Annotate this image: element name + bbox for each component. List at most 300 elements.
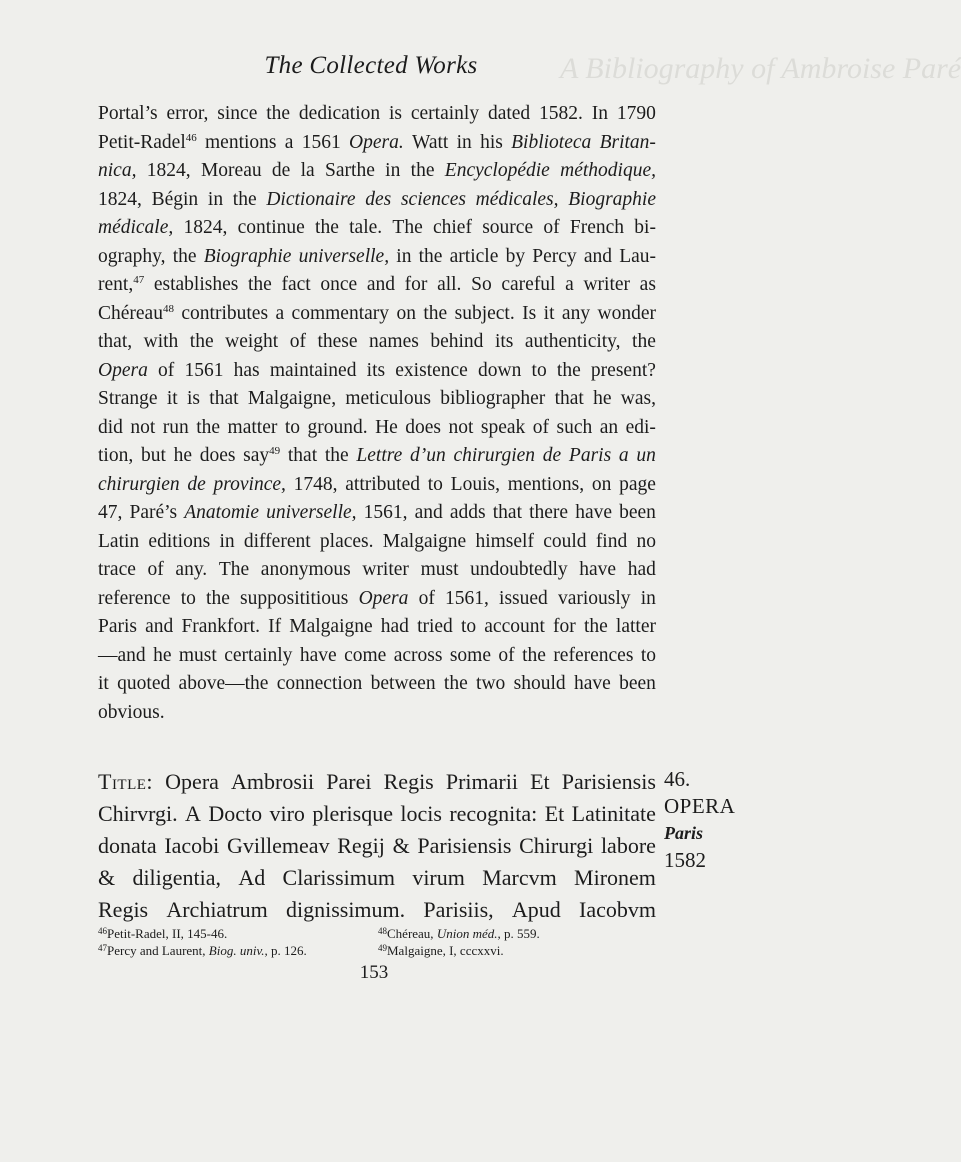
word: it	[98, 673, 109, 694]
word: 1824,	[98, 188, 142, 210]
word: Et	[530, 769, 550, 794]
word: been	[619, 502, 656, 523]
word: have	[579, 559, 617, 580]
word: Ambrosii	[231, 769, 315, 794]
word: bi-	[634, 217, 656, 238]
word: on	[396, 302, 416, 324]
word: Frankfort.	[181, 616, 260, 637]
word: wonder	[597, 302, 656, 324]
word: must	[178, 644, 217, 666]
running-head: The Collected Works	[264, 52, 478, 79]
word: since	[217, 103, 258, 124]
body-line	[98, 499, 656, 528]
word: by	[505, 245, 526, 267]
word: for	[404, 274, 428, 295]
word: is	[186, 388, 200, 409]
word: Et	[544, 801, 565, 826]
word: 1561	[184, 359, 224, 381]
word: variously	[557, 587, 631, 609]
body-line	[98, 414, 656, 443]
word: existence	[395, 359, 468, 381]
word: he	[593, 388, 612, 409]
word: Iacobi	[164, 833, 220, 858]
word: not	[130, 416, 156, 438]
body-line	[98, 585, 656, 614]
word: the	[556, 359, 581, 381]
word: writer	[583, 274, 631, 295]
word: some	[449, 644, 492, 666]
word: any	[561, 302, 591, 324]
word: Ad	[238, 865, 266, 890]
body-line	[98, 613, 656, 642]
word: the	[196, 416, 221, 438]
word: contributes	[181, 302, 269, 324]
word: Parisiensis	[417, 833, 512, 858]
word: matter	[227, 416, 278, 438]
word: its	[494, 331, 514, 352]
word: &	[98, 865, 116, 890]
word: locis	[400, 801, 442, 826]
word: Iacobvm	[579, 897, 656, 922]
word: the	[248, 274, 272, 295]
word: in	[456, 131, 472, 153]
word: The	[392, 217, 423, 238]
word: any.	[175, 559, 208, 580]
body-line	[98, 271, 656, 300]
word: Lettre	[356, 445, 403, 466]
word: des	[365, 188, 392, 210]
word: the	[632, 331, 656, 352]
word: for	[553, 616, 576, 637]
word: He	[375, 416, 398, 438]
word: The	[218, 559, 250, 580]
word: sciences	[400, 188, 466, 210]
footnote-ref: 46	[185, 131, 197, 144]
word: 1824,	[146, 160, 191, 181]
word: his	[480, 131, 503, 153]
footnote: $^{47}$Percy and Laurent, Biog. univ., p. 126.	[98, 943, 307, 958]
footnote-row	[98, 942, 658, 959]
word: certainly	[224, 644, 293, 666]
word: with	[143, 331, 179, 352]
word: 1561	[301, 131, 341, 153]
word: dated	[487, 103, 531, 124]
word: a	[284, 131, 294, 153]
word: Malgaigne	[289, 616, 373, 637]
word: issued	[499, 587, 548, 609]
word: the	[522, 644, 546, 666]
word: Britan-	[599, 131, 656, 153]
word: Regis	[383, 769, 434, 794]
word: of	[418, 587, 435, 609]
word: Primarii	[445, 769, 518, 794]
footnote-ref: 49	[269, 445, 281, 457]
word: and	[145, 616, 174, 637]
word: Portal’s	[98, 103, 158, 124]
word: Dictionaire	[266, 188, 356, 210]
word: an	[599, 416, 619, 438]
word: Petit-Radel$^{46}$	[98, 131, 197, 153]
word: run	[162, 416, 189, 438]
word: had	[627, 559, 656, 580]
word: Malgaigne,	[247, 388, 337, 409]
word: that	[287, 445, 318, 466]
word: tale.	[349, 217, 383, 238]
word: a	[618, 445, 629, 466]
word: to	[460, 616, 477, 637]
word: careful	[501, 274, 556, 295]
word: Chirvrgi.	[98, 801, 178, 826]
word: error,	[166, 103, 209, 124]
word: Paris	[98, 616, 137, 637]
word: and	[414, 502, 443, 523]
word: have	[299, 644, 337, 666]
word: Opera.	[349, 131, 404, 153]
footnote: $^{46}$Petit-Radel, II, 145-46.	[98, 926, 228, 941]
word: not	[448, 416, 474, 438]
margin-note	[664, 766, 754, 874]
word: nica,	[98, 160, 137, 181]
word: of	[158, 359, 175, 381]
footnote-ref: 47	[133, 274, 145, 286]
footnote-ref: 48	[162, 302, 174, 315]
word: certainly	[410, 103, 480, 124]
word: to	[531, 359, 547, 381]
word: the	[189, 331, 214, 352]
word: ground.	[307, 416, 368, 438]
word: it	[166, 388, 178, 409]
word: province,	[213, 473, 286, 495]
word: the	[206, 587, 230, 609]
word: the	[315, 217, 339, 238]
word: Strange	[98, 388, 158, 409]
entry-place: Paris	[664, 823, 704, 843]
word: commentary	[291, 302, 390, 324]
title-line	[98, 798, 656, 830]
word: Opera	[358, 587, 409, 609]
footnote: $^{48}$Chéreau, Union méd., p. 559.	[378, 926, 540, 941]
word: page	[619, 473, 656, 495]
word: of	[289, 331, 306, 352]
body-line	[98, 556, 656, 585]
body-line	[98, 357, 656, 386]
word: Moreau	[200, 160, 262, 181]
word: that	[492, 502, 522, 523]
word: dedication	[298, 103, 381, 124]
word: say$^{49}$	[243, 445, 281, 466]
word: viro	[269, 801, 305, 826]
word: A	[185, 801, 201, 826]
word: of	[543, 217, 560, 238]
word: &	[392, 833, 410, 858]
word: could	[543, 530, 587, 552]
word: plerisque	[312, 801, 393, 826]
word: quoted	[117, 673, 171, 694]
footnote: $^{49}$Malgaigne, I, cccxxvi.	[378, 943, 504, 958]
word: once	[320, 274, 358, 295]
body-line	[98, 471, 656, 500]
word: different	[243, 530, 311, 552]
word: the	[423, 302, 448, 324]
word: mentions	[205, 131, 277, 153]
word: Opera	[165, 769, 219, 794]
title-line	[98, 862, 656, 894]
word: obvious.	[98, 701, 165, 723]
body-line	[98, 385, 656, 414]
word: médicales,	[475, 188, 559, 210]
word: two	[476, 673, 506, 694]
word: Regij	[337, 833, 385, 858]
body-line	[98, 157, 656, 186]
page-number: 153	[359, 962, 389, 983]
word: 47,	[98, 502, 123, 523]
word: Chéreau$^{48}$	[98, 302, 174, 324]
word: French	[569, 217, 625, 238]
word: labore	[600, 833, 656, 858]
word: been	[619, 673, 656, 694]
word: virum	[412, 865, 465, 890]
word: mentions,	[507, 473, 585, 495]
word: adds	[449, 502, 486, 523]
word: trace	[98, 559, 136, 580]
footnote-row	[98, 925, 658, 942]
word: the	[232, 188, 257, 210]
word: is	[389, 103, 403, 124]
word: In	[591, 103, 609, 124]
word: Apud	[511, 897, 561, 922]
word: all.	[437, 274, 462, 295]
word: Docto	[208, 801, 263, 826]
word: undoubtedly	[470, 559, 568, 580]
word: on	[591, 473, 612, 495]
body-line	[98, 100, 656, 129]
word: Biographie	[568, 188, 656, 210]
body-line	[98, 129, 656, 158]
word: of	[147, 559, 164, 580]
body-line	[98, 243, 656, 272]
body-line	[98, 528, 656, 557]
word: he	[173, 445, 192, 466]
word: Mironem	[574, 865, 656, 890]
word: such	[556, 416, 593, 438]
word: come	[344, 644, 387, 666]
word: donata	[98, 833, 157, 858]
bleed-through-text: A Bibliography of Ambroise Paré	[560, 52, 961, 85]
word: bibliographer	[440, 388, 546, 409]
word: Paré’s	[129, 502, 178, 523]
word: present?	[590, 359, 656, 381]
word: the	[418, 245, 443, 267]
title-line	[98, 766, 656, 798]
word: in	[396, 245, 412, 267]
word: have	[573, 673, 611, 694]
word: that	[209, 388, 239, 409]
word: de	[187, 473, 206, 495]
word: of	[532, 416, 550, 438]
word: must	[420, 559, 459, 580]
word: d’un	[409, 445, 446, 466]
word: connection	[276, 673, 363, 694]
word: 1748,	[293, 473, 338, 495]
body-line	[98, 328, 656, 357]
entry-number: 46.	[664, 767, 691, 791]
word: médicale,	[98, 217, 174, 238]
word: If	[268, 616, 282, 637]
word: supposititious	[240, 587, 349, 609]
word: should	[513, 673, 566, 694]
word: does	[199, 445, 236, 466]
word: latter	[615, 616, 656, 637]
body-paragraph	[98, 100, 656, 727]
word: a	[275, 302, 285, 324]
body-line	[98, 699, 656, 728]
word: 1582.	[539, 103, 583, 124]
entry-title: OPERA	[664, 794, 736, 818]
word: writer	[362, 559, 409, 580]
word: diligentia,	[132, 865, 222, 890]
word: the	[410, 160, 435, 181]
body-line	[98, 300, 656, 329]
title-line	[98, 894, 656, 926]
word: in	[640, 587, 656, 609]
word: that	[554, 388, 584, 409]
word: chirurgien	[453, 445, 536, 466]
word: authenticity,	[524, 331, 621, 352]
word: a	[565, 274, 574, 295]
word: So	[471, 274, 492, 295]
word: continue	[237, 217, 305, 238]
word: between	[370, 673, 436, 694]
word: Anatomie	[184, 502, 259, 523]
word: to	[640, 644, 656, 666]
word: behind	[430, 331, 484, 352]
word: to	[284, 416, 300, 438]
word: it	[543, 302, 555, 324]
word: he	[153, 644, 172, 666]
word: had	[380, 616, 409, 637]
word: article	[449, 245, 499, 267]
word: universelle,	[298, 245, 390, 267]
word: himself	[475, 530, 534, 552]
word: Opera	[98, 359, 148, 381]
word: places.	[319, 530, 374, 552]
word: Parei	[326, 769, 372, 794]
word: Encyclopédie	[444, 160, 550, 181]
word: Sarthe	[325, 160, 375, 181]
word: Latin	[98, 530, 140, 552]
word: names	[369, 331, 419, 352]
word: 1790	[616, 103, 656, 124]
word: tried	[417, 616, 453, 637]
word: Lau-	[619, 245, 656, 267]
body-line	[98, 214, 656, 243]
body-line	[98, 670, 656, 699]
word: chief	[432, 217, 472, 238]
word: the	[443, 673, 468, 694]
word: Parisiensis	[561, 769, 656, 794]
word: Parisiis,	[423, 897, 494, 922]
word: ography,	[98, 245, 166, 267]
word: no	[636, 530, 656, 552]
word: Title:	[98, 769, 154, 794]
word: above—the	[178, 673, 269, 694]
title-entry	[98, 766, 656, 926]
word: de	[271, 160, 291, 181]
word: Gvillemeav	[226, 833, 330, 858]
word: Is	[522, 302, 537, 324]
word: edi-	[625, 416, 656, 438]
word: Percy	[532, 245, 577, 267]
word: weight	[225, 331, 279, 352]
word: Louis,	[450, 473, 500, 495]
word: fact	[281, 274, 311, 295]
word: Malgaigne	[382, 530, 467, 552]
word: Latinitate	[571, 801, 656, 826]
word: Regis	[98, 897, 149, 922]
word: 1561,	[363, 502, 408, 523]
word: establishes	[153, 274, 239, 295]
word: these	[317, 331, 358, 352]
word: Archiatrum	[166, 897, 268, 922]
word: there	[529, 502, 569, 523]
title-line	[98, 830, 656, 862]
word: references	[553, 644, 634, 666]
entry-year: 1582	[664, 848, 706, 872]
word: have	[575, 502, 613, 523]
word: to	[180, 587, 196, 609]
word: anonymous	[260, 559, 351, 580]
word: un	[636, 445, 656, 466]
word: the	[324, 445, 349, 466]
footnotes	[98, 925, 658, 959]
word: tion,	[98, 445, 134, 466]
word: the	[583, 616, 608, 637]
word: of	[498, 644, 515, 666]
word: Biblioteca	[511, 131, 592, 153]
word: reference	[98, 587, 171, 609]
word: Watt	[412, 131, 449, 153]
word: the	[172, 245, 197, 267]
word: universelle,	[266, 502, 357, 523]
word: did	[98, 416, 123, 438]
word: Marcvm	[482, 865, 557, 890]
word: Clarissimum	[282, 865, 395, 890]
word: find	[595, 530, 628, 552]
word: attributed	[345, 473, 420, 495]
word: source	[482, 217, 534, 238]
word: and	[366, 274, 395, 295]
word: across	[393, 644, 443, 666]
body-line	[98, 642, 656, 671]
word: meticulous	[345, 388, 431, 409]
word: rent,$^{47}$	[98, 274, 145, 295]
word: Bégin	[151, 188, 199, 210]
word: in	[219, 530, 235, 552]
word: Chirurgi	[519, 833, 594, 858]
word: 1561,	[444, 587, 489, 609]
word: does	[405, 416, 442, 438]
word: —and	[98, 644, 146, 666]
word: and	[583, 245, 612, 267]
word: that,	[98, 331, 133, 352]
word: the	[266, 103, 291, 124]
word: to	[427, 473, 443, 495]
word: down	[478, 359, 522, 381]
word: recognita:	[449, 801, 538, 826]
word: its	[366, 359, 386, 381]
word: Biographie	[203, 245, 292, 267]
word: de	[542, 445, 562, 466]
